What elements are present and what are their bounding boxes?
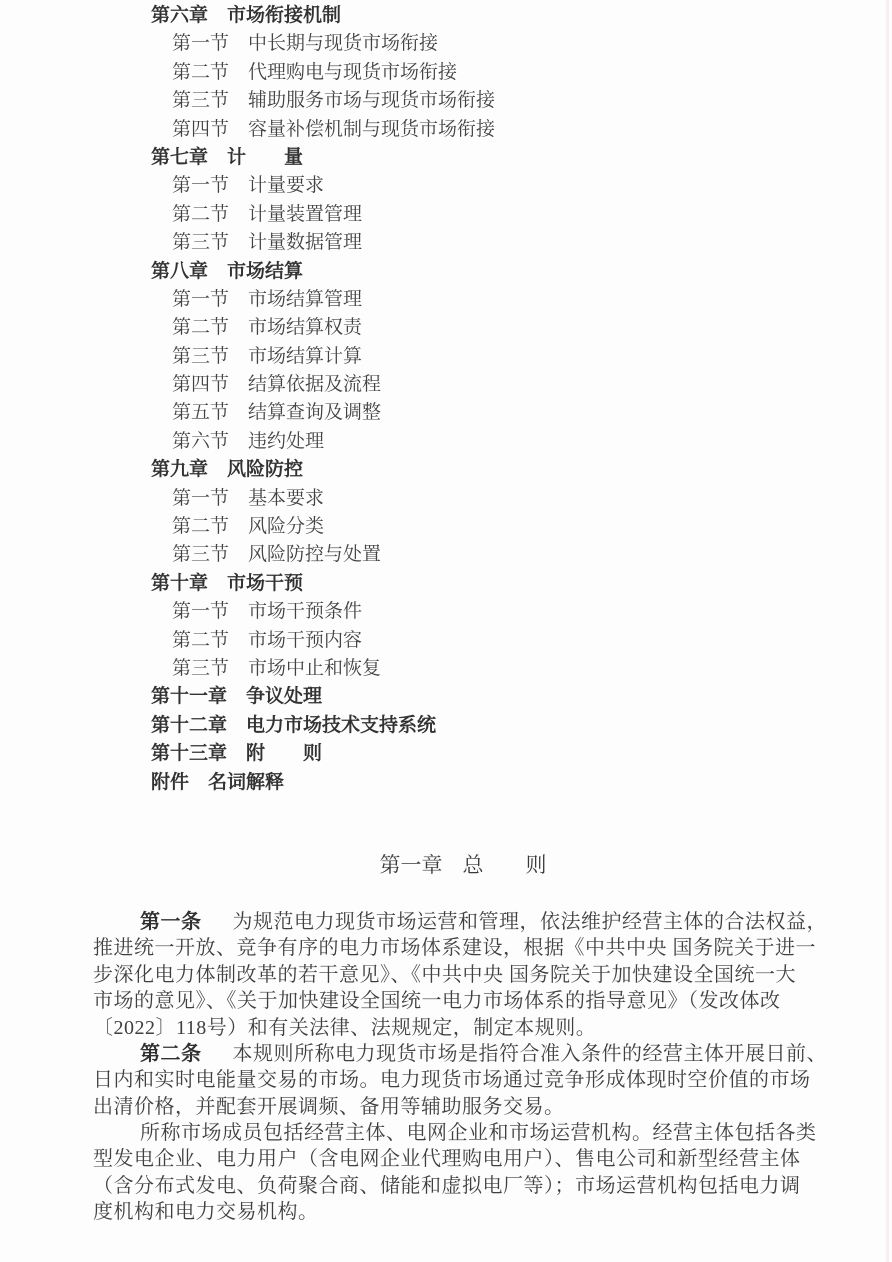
- toc-entry-label: 第十章: [151, 572, 209, 594]
- toc-entry-title: 名词解释: [208, 771, 285, 793]
- toc-entry-label: 第二节: [172, 61, 230, 83]
- toc-entry-label: 第十三章: [151, 743, 228, 765]
- toc-entry-section: [0, 371, 892, 399]
- toc-entry-label: 第一节: [172, 175, 230, 197]
- toc-entry-chapter: [0, 144, 892, 172]
- toc-entry-label: 第五节: [172, 402, 230, 424]
- paragraph: [93, 1120, 817, 1226]
- toc-entry-label: 第八章: [151, 260, 209, 282]
- toc-entry-section: [0, 116, 892, 144]
- paragraph-line: 步深化电力体制改革的若干意见》、《中共中央 国务院关于加快建设全国统一大: [93, 963, 796, 986]
- toc-entry-label: 第三节: [172, 345, 230, 367]
- toc-entry-title: 计量要求: [248, 175, 325, 197]
- toc-entry-section: [0, 87, 892, 115]
- toc-entry-section: [0, 172, 892, 200]
- toc-entry-label: 第二节: [172, 629, 230, 651]
- toc-entry-label: 第一节: [172, 33, 230, 55]
- toc-entry-title: 计量装置管理: [248, 203, 363, 225]
- toc-entry-title: 基本要求: [248, 487, 325, 509]
- toc-entry-label: 第一节: [172, 487, 230, 509]
- chapter-heading-label: 第一章: [379, 852, 443, 877]
- toc-entry-title: 风险防控与处置: [248, 544, 382, 566]
- toc-entry-section: [0, 59, 892, 87]
- toc-entry-label: 附件: [151, 771, 190, 793]
- toc-entry-label: 第三节: [172, 90, 230, 112]
- toc-entry-section: [0, 541, 892, 569]
- toc-entry-section: [0, 485, 892, 513]
- toc-entry-title: 计 量: [227, 146, 304, 168]
- toc-entry-label: 第三节: [172, 544, 230, 566]
- toc-entry-title: 争议处理: [246, 686, 323, 708]
- toc-entry-chapter: [0, 769, 892, 797]
- paragraph-line: 第一条 为规范电力现货市场运营和管理，依法维护经营主体的合法权益，: [140, 910, 827, 933]
- toc-entry-title: 风险防控: [227, 459, 304, 481]
- toc-entry-section: [0, 229, 892, 257]
- toc-entry-title: 市场干预条件: [248, 601, 363, 623]
- paragraph-line: 型发电企业、电力用户（含电网企业代理购电用户）、售电公司和新型经营主体: [93, 1148, 801, 1171]
- toc-entry-section: [0, 286, 892, 314]
- toc-entry-title: 辅助服务市场与现货市场衔接: [248, 90, 496, 112]
- chapter-heading-title: 总 则: [462, 852, 547, 877]
- paragraph-line: 〔2022〕118号）和有关法律、法规规定，制定本规则。: [93, 1016, 597, 1039]
- toc-entry-chapter: [0, 2, 892, 30]
- toc-entry-section: [0, 399, 892, 427]
- toc-entry-chapter: [0, 456, 892, 484]
- toc-entry-title: 结算查询及调整: [248, 402, 382, 424]
- toc-entry-section: [0, 201, 892, 229]
- paragraph-line: 推进统一开放、竞争有序的电力市场体系建设，根据《中共中央 国务院关于进一: [93, 937, 816, 960]
- paragraph-line: （含分布式发电、负荷聚合商、储能和虚拟电厂等）；市场运营机构包括电力调: [93, 1174, 801, 1197]
- toc-entry-chapter: [0, 570, 892, 598]
- toc-entry-section: [0, 598, 892, 626]
- toc-entry-chapter: [0, 683, 892, 711]
- toc-entry-title: 市场结算计算: [248, 345, 363, 367]
- toc-entry-section: [0, 627, 892, 655]
- article-number: 第二条: [140, 1042, 202, 1065]
- toc-entry-title: 电力市场技术支持系统: [246, 714, 437, 736]
- toc-entry-label: 第七章: [151, 146, 209, 168]
- toc-entry-label: 第一节: [172, 601, 230, 623]
- toc-entry-label: 第三节: [172, 657, 230, 679]
- toc-entry-title: 容量补偿机制与现货市场衔接: [248, 118, 496, 140]
- toc-entry-title: 市场衔接机制: [227, 5, 342, 26]
- toc-entry-label: 第九章: [151, 459, 209, 481]
- toc-entry-label: 第二节: [172, 203, 230, 225]
- toc-entry-section: [0, 655, 892, 683]
- toc-entry-title: 市场结算权责: [248, 317, 363, 339]
- toc-entry-label: 第六节: [172, 430, 230, 452]
- body-text: [93, 909, 827, 1226]
- paragraph-line: 市场的意见》、《关于加快建设全国统一电力市场体系的指导意见》（发改体改: [93, 990, 781, 1013]
- toc-entry-title: 市场结算管理: [248, 288, 363, 310]
- toc-entry-title: 中长期与现货市场衔接: [248, 33, 439, 55]
- paragraph: [93, 909, 827, 1041]
- toc-entry-label: 第二节: [172, 317, 230, 339]
- toc-entry-label: 第四节: [172, 118, 230, 140]
- article-number: 第一条: [140, 910, 202, 933]
- toc-entry-section: [0, 343, 892, 371]
- toc-entry-title: 市场干预: [227, 572, 304, 594]
- toc-entry-label: 第二节: [172, 516, 230, 538]
- paragraph-line: 日内和实时电能量交易的市场。电力现货市场通过竞争形成体现时空价值的市场: [93, 1069, 811, 1092]
- toc-entry-title: 市场中止和恢复: [248, 657, 382, 679]
- toc-entry-title: 计量数据管理: [248, 232, 363, 254]
- toc-entry-section: [0, 314, 892, 342]
- toc-entry-label: 第十一章: [151, 686, 228, 708]
- toc-entry-section: [0, 513, 892, 541]
- paragraph-line: 第二条 本规则所称电力现货市场是指符合准入条件的经营主体开展日前、: [140, 1042, 827, 1065]
- paragraph-line: 度机构和电力交易机构。: [93, 1201, 319, 1224]
- paragraph-line: 出清价格，并配套开展调频、备用等辅助服务交易。: [93, 1095, 565, 1118]
- toc-entry-label: 第六章: [151, 5, 209, 26]
- scan-edge-artifact: [886, 0, 889, 1262]
- toc-entry-chapter: [0, 258, 892, 286]
- toc-entry-title: 风险分类: [248, 516, 325, 538]
- toc-entry-title: 市场干预内容: [248, 629, 363, 651]
- paragraph: [93, 1041, 827, 1120]
- toc-entry-title: 结算依据及流程: [248, 374, 382, 396]
- toc-entry-title: 市场结算: [227, 260, 304, 282]
- chapter-heading: [0, 853, 892, 877]
- toc-entry-section: [0, 30, 892, 58]
- paragraph-line: 所称市场成员包括经营主体、电网企业和市场运营机构。经营主体包括各类: [140, 1122, 817, 1145]
- toc-entry-chapter: [0, 740, 892, 768]
- toc-entry-title: 代理购电与现货市场衔接: [248, 61, 458, 83]
- toc-entry-chapter: [0, 712, 892, 740]
- toc-entry-label: 第四节: [172, 374, 230, 396]
- toc-entry-section: [0, 428, 892, 456]
- toc-entry-label: 第一节: [172, 288, 230, 310]
- toc-entry-label: 第三节: [172, 232, 230, 254]
- toc-entry-title: 附 则: [246, 743, 323, 765]
- toc-entry-title: 违约处理: [248, 430, 325, 452]
- toc-entry-label: 第十二章: [151, 714, 228, 736]
